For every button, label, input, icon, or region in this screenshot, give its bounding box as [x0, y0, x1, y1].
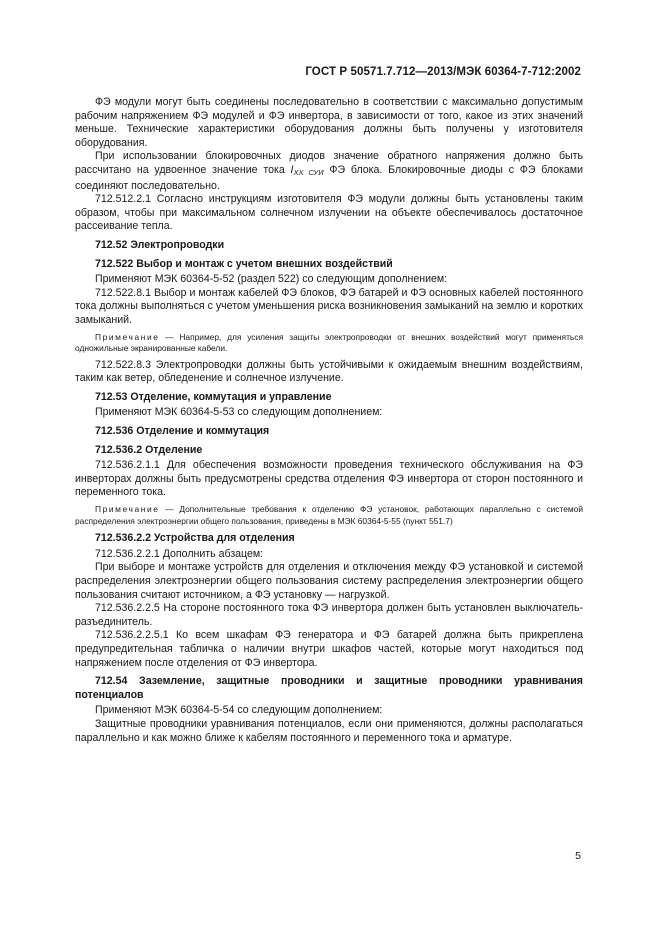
heading-712-536-2-2: 712.536.2.2 Устройства для отделения [95, 532, 295, 545]
note-label: Примечание [95, 504, 160, 515]
paragraph-bonding-conductors: Защитные проводники уравнивания потенциалов, если они применяются, должны располагаться параллельно и как можно ближе к кабелям постоянного и переменного тока и арматуре. [75, 717, 583, 744]
note-text: — Дополнительные требования к отделению ФЭ установок, работающих параллельно с системой распределения электроэнергии общего пользования, приведены в МЭК 60364-5-55 (пункт 551.7) [75, 504, 583, 526]
paragraph-blocking-diodes-text-a: При использовании блокировочных диодов значение обратного напряжения должно быть рассчитано на удвоенное значение тока [75, 150, 583, 176]
note-isolation [75, 504, 583, 527]
paragraph-blocking-diodes-text-b: ФЭ блока. Блокировочные диоды с ФЭ блоками соединяют последовательно. [75, 163, 584, 192]
note-cables [75, 332, 583, 355]
document-code-header: ГОСТ Р 50571.7.712—2013/МЭК 60364-7-712:2002 [305, 66, 581, 78]
paragraph-blocking-diodes [75, 150, 583, 193]
paragraph-712-536-2-1-1: 712.536.2.1.1 Для обеспечения возможности проведения технического обслуживания на ФЭ инверторах должны быть предусмотрены средства отделения ФЭ инвертора от сторон постоянного и переменного тока. [75, 459, 583, 499]
paragraph-isolation-devices: При выборе и монтаже устройств для отделения и отключения между ФЭ установкой и системой распределения электроэнергии общего пользования систему распределения электроэнергии общего пользования считают источником, а ФЭ установку — нагрузкой. [75, 561, 583, 601]
paragraph-712-522-8-3: 712.522.8.3 Электропроводки должны быть устойчивыми к ожидаемым внешним воздействиям, таким как ветер, обледенение и солнечное излучение. [75, 358, 583, 385]
current-symbol-subscript: XX СУИ [293, 167, 324, 177]
current-symbol: I [290, 163, 294, 176]
page-number: 5 [575, 850, 581, 862]
note-text: — Например, для усиления защиты электропроводки от внешних воздействий могут применяться одножильные экранированные кабели. [75, 331, 583, 354]
paragraph-712-536-2-2-5-1: 712.536.2.2.5.1 Ко всем шкафам ФЭ генератора и ФЭ батарей должна быть прикреплена предупредительная табличка о наличии внутри шкафов частей, которые могут находиться под напряжением после отделения от ФЭ инвертора. [75, 629, 583, 669]
paragraph-712-536-2-2-5: 712.536.2.2.5 На стороне постоянного тока ФЭ инвертора должен быть установлен выключатель-разъединитель. [75, 602, 583, 628]
note-label: Примечание [95, 331, 160, 342]
heading-712-536-2: 712.536.2 Отделение [95, 443, 203, 456]
heading-712-52: 712.52 Электропроводки [95, 238, 225, 251]
heading-712-54: 712.54 Заземление, защитные проводники и защитные проводники уравнивания потенциалов [75, 675, 583, 701]
heading-712-536: 712.536 Отделение и коммутация [95, 425, 270, 438]
document-body [75, 96, 583, 745]
paragraph-modules-series: ФЭ модули могут быть соединены последовательно в соответствии с максимально допустимым рабочим напряжением ФЭ модулей и ФЭ инвертора, в зависимости от того, какое из этих значений меньше. Технические характеристики оборудования должны быть получены у изготовителя оборудования. [75, 96, 583, 149]
paragraph-apply-60364-5-54: Применяют МЭК 60364-5-54 со следующим дополнением: [95, 704, 383, 717]
heading-712-522: 712.522 Выбор и монтаж с учетом внешних воздействий [95, 257, 393, 270]
paragraph-apply-60364-5-52: Применяют МЭК 60364-5-52 (раздел 522) со следующим дополнением: [95, 273, 448, 286]
paragraph-712-522-8-1: 712.522.8.1 Выбор и монтаж кабелей ФЭ блоков, ФЭ батарей и ФЭ основных кабелей постоянного тока должны выполняться с учетом уменьшения риска возникновения замыканий на землю и коротких замыканий. [75, 286, 584, 326]
paragraph-712-536-2-2-1: 712.536.2.2.1 Дополнить абзацем: [95, 547, 264, 560]
heading-712-53: 712.53 Отделение, коммутация и управление [95, 390, 332, 403]
paragraph-712-512-2-1: 712.512.2.1 Согласно инструкциям изготовителя ФЭ модули должны быть установлены таким образом, чтобы при максимальном солнечном излучении на объекте обеспечивалось достаточное рассеивание тепла. [75, 193, 583, 233]
paragraph-apply-60364-5-53: Применяют МЭК 60364-5-53 со следующим дополнением: [95, 406, 383, 419]
